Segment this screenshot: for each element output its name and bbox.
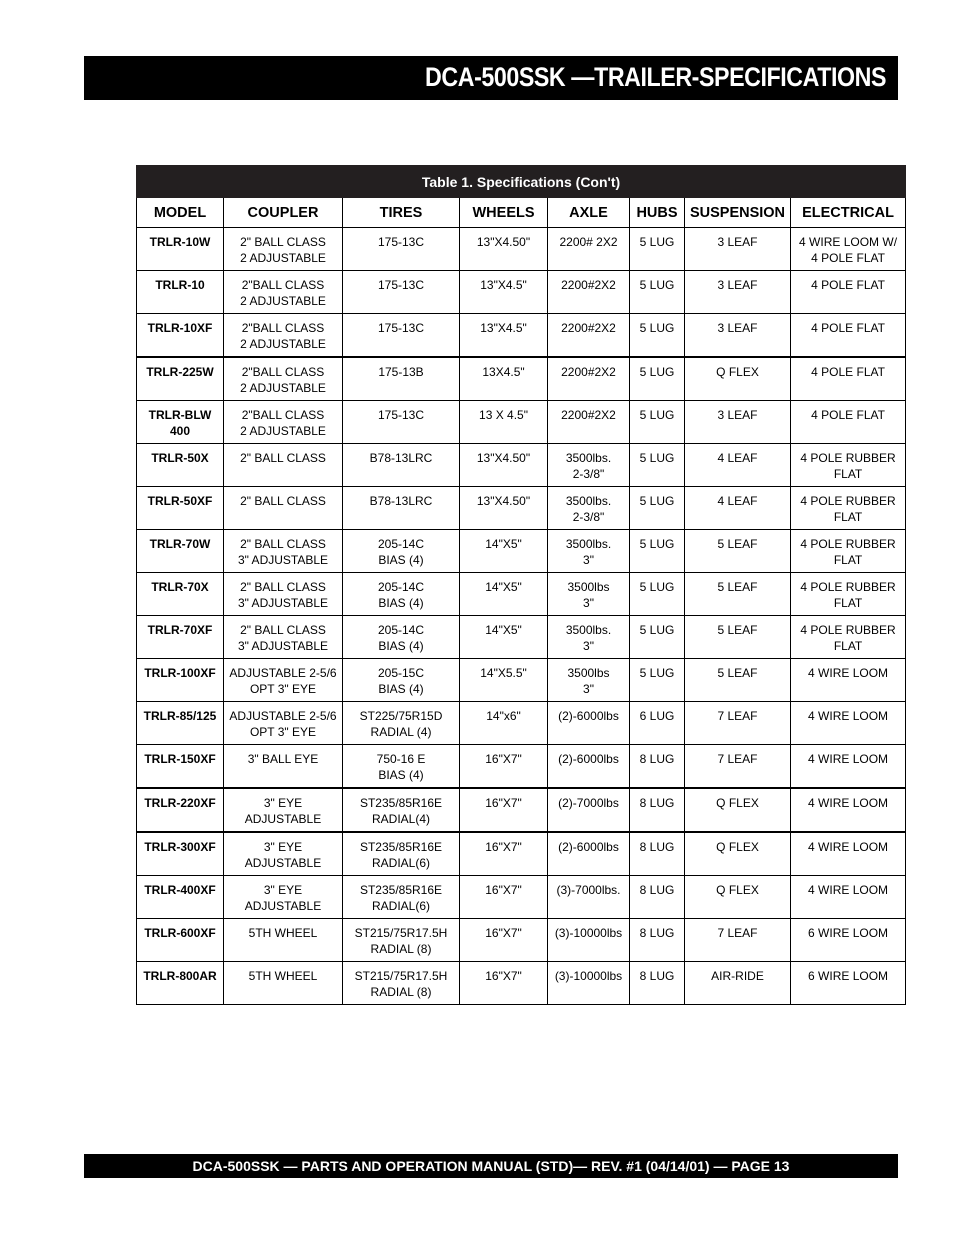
cell-electrical: 4 POLE FLAT	[791, 271, 906, 314]
cell-coupler: 2"BALL CLASS 2 ADJUSTABLE	[224, 401, 343, 444]
cell-axle: (3)-10000lbs	[548, 962, 630, 1005]
table-caption-row	[137, 166, 906, 198]
cell-wheels: 13X4.5"	[460, 357, 548, 401]
cell-tires: 205-15C BIAS (4)	[343, 659, 460, 702]
cell-wheels: 16"X7"	[460, 832, 548, 876]
cell-model: TRLR-85/125	[137, 702, 224, 745]
cell-axle: 3500lbs. 2-3/8"	[548, 444, 630, 487]
cell-coupler: 2" BALL CLASS 3" ADJUSTABLE	[224, 616, 343, 659]
cell-electrical: 4 POLE FLAT	[791, 401, 906, 444]
cell-coupler: 2"BALL CLASS 2 ADJUSTABLE	[224, 357, 343, 401]
cell-hubs: 5 LUG	[630, 530, 685, 573]
table-row	[137, 271, 906, 314]
table-row	[137, 788, 906, 832]
cell-hubs: 8 LUG	[630, 919, 685, 962]
cell-electrical: 4 POLE RUBBER FLAT	[791, 573, 906, 616]
table-row	[137, 745, 906, 789]
cell-tires: ST235/85R16E RADIAL(6)	[343, 876, 460, 919]
cell-tires: B78-13LRC	[343, 444, 460, 487]
cell-electrical: 4 POLE RUBBER FLAT	[791, 616, 906, 659]
cell-model: TRLR-70X	[137, 573, 224, 616]
table-row	[137, 444, 906, 487]
cell-tires: ST225/75R15D RADIAL (4)	[343, 702, 460, 745]
cell-hubs: 5 LUG	[630, 357, 685, 401]
cell-hubs: 5 LUG	[630, 659, 685, 702]
cell-electrical: 4 POLE RUBBER FLAT	[791, 487, 906, 530]
cell-axle: 3500lbs. 3"	[548, 616, 630, 659]
cell-tires: 175-13C	[343, 271, 460, 314]
cell-model: TRLR-300XF	[137, 832, 224, 876]
cell-axle: (2)-7000lbs	[548, 788, 630, 832]
table-row	[137, 616, 906, 659]
cell-coupler: 2"BALL CLASS 2 ADJUSTABLE	[224, 271, 343, 314]
cell-tires: 175-13C	[343, 314, 460, 358]
cell-wheels: 16"X7"	[460, 962, 548, 1005]
cell-wheels: 14"X5"	[460, 616, 548, 659]
column-header-hubs: HUBS	[630, 198, 685, 228]
cell-suspension: 3 LEAF	[685, 228, 791, 271]
cell-hubs: 5 LUG	[630, 616, 685, 659]
cell-tires: 205-14C BIAS (4)	[343, 573, 460, 616]
cell-axle: 3500lbs 3"	[548, 573, 630, 616]
cell-hubs: 5 LUG	[630, 487, 685, 530]
cell-coupler: 2" BALL CLASS 2 ADJUSTABLE	[224, 228, 343, 271]
cell-coupler: 2" BALL CLASS	[224, 444, 343, 487]
cell-wheels: 13"X4.50"	[460, 487, 548, 530]
cell-suspension: Q FLEX	[685, 788, 791, 832]
cell-model: TRLR-225W	[137, 357, 224, 401]
cell-suspension: Q FLEX	[685, 357, 791, 401]
cell-suspension: 5 LEAF	[685, 573, 791, 616]
cell-tires: 175-13C	[343, 401, 460, 444]
table-body	[137, 228, 906, 1005]
cell-tires: 750-16 E BIAS (4)	[343, 745, 460, 789]
cell-electrical: 4 WIRE LOOM	[791, 788, 906, 832]
table-row	[137, 487, 906, 530]
cell-electrical: 4 WIRE LOOM	[791, 702, 906, 745]
table-row	[137, 401, 906, 444]
cell-suspension: 7 LEAF	[685, 702, 791, 745]
cell-suspension: 3 LEAF	[685, 314, 791, 358]
cell-tires: ST215/75R17.5H RADIAL (8)	[343, 919, 460, 962]
cell-tires: B78-13LRC	[343, 487, 460, 530]
cell-coupler: ADJUSTABLE 2-5/6 OPT 3" EYE	[224, 659, 343, 702]
cell-model: TRLR-BLW 400	[137, 401, 224, 444]
cell-axle: 2200#2X2	[548, 271, 630, 314]
cell-wheels: 13 X 4.5"	[460, 401, 548, 444]
cell-model: TRLR-70W	[137, 530, 224, 573]
cell-coupler: 3" EYE ADJUSTABLE	[224, 832, 343, 876]
cell-coupler: 2" BALL CLASS	[224, 487, 343, 530]
cell-hubs: 8 LUG	[630, 876, 685, 919]
cell-electrical: 6 WIRE LOOM	[791, 962, 906, 1005]
cell-model: TRLR-600XF	[137, 919, 224, 962]
table-row	[137, 357, 906, 401]
page-footer-bar	[84, 1154, 898, 1178]
cell-hubs: 8 LUG	[630, 832, 685, 876]
cell-tires: 205-14C BIAS (4)	[343, 616, 460, 659]
cell-coupler: 2" BALL CLASS 3" ADJUSTABLE	[224, 530, 343, 573]
cell-coupler: 2"BALL CLASS 2 ADJUSTABLE	[224, 314, 343, 358]
cell-hubs: 5 LUG	[630, 271, 685, 314]
cell-coupler: 3" EYE ADJUSTABLE	[224, 788, 343, 832]
cell-model: TRLR-800AR	[137, 962, 224, 1005]
cell-coupler: 3" EYE ADJUSTABLE	[224, 876, 343, 919]
table-row	[137, 962, 906, 1005]
cell-hubs: 5 LUG	[630, 401, 685, 444]
cell-suspension: 4 LEAF	[685, 444, 791, 487]
cell-model: TRLR-220XF	[137, 788, 224, 832]
cell-hubs: 5 LUG	[630, 314, 685, 358]
cell-suspension: AIR-RIDE	[685, 962, 791, 1005]
cell-electrical: 4 WIRE LOOM	[791, 659, 906, 702]
cell-model: TRLR-50XF	[137, 487, 224, 530]
table-row	[137, 228, 906, 271]
cell-tires: 205-14C BIAS (4)	[343, 530, 460, 573]
table-row	[137, 832, 906, 876]
cell-wheels: 14"X5"	[460, 573, 548, 616]
cell-tires: ST235/85R16E RADIAL(4)	[343, 788, 460, 832]
column-header-electrical: ELECTRICAL	[791, 198, 906, 228]
cell-suspension: 5 LEAF	[685, 616, 791, 659]
table-row	[137, 702, 906, 745]
cell-wheels: 13"X4.5"	[460, 271, 548, 314]
cell-electrical: 4 POLE FLAT	[791, 314, 906, 358]
cell-axle: 2200#2X2	[548, 401, 630, 444]
cell-axle: (2)-6000lbs	[548, 832, 630, 876]
page-header-bar	[84, 56, 898, 100]
cell-electrical: 4 POLE RUBBER FLAT	[791, 444, 906, 487]
table-caption: Table 1. Specifications (Con't)	[137, 166, 906, 198]
cell-model: TRLR-150XF	[137, 745, 224, 789]
cell-wheels: 16"X7"	[460, 788, 548, 832]
table-row	[137, 530, 906, 573]
cell-suspension: Q FLEX	[685, 832, 791, 876]
cell-axle: (2)-6000lbs	[548, 745, 630, 789]
cell-axle: 3500lbs 3"	[548, 659, 630, 702]
column-header-coupler: COUPLER	[224, 198, 343, 228]
column-header-suspension: SUSPENSION	[685, 198, 791, 228]
page-title: DCA-500SSK —TRAILER-SPECIFICATIONS	[424, 62, 886, 92]
cell-wheels: 13"X4.50"	[460, 444, 548, 487]
cell-axle: (2)-6000lbs	[548, 702, 630, 745]
cell-coupler: 2" BALL CLASS 3" ADJUSTABLE	[224, 573, 343, 616]
cell-suspension: Q FLEX	[685, 876, 791, 919]
cell-suspension: 5 LEAF	[685, 659, 791, 702]
cell-suspension: 7 LEAF	[685, 919, 791, 962]
cell-tires: ST215/75R17.5H RADIAL (8)	[343, 962, 460, 1005]
cell-model: TRLR-10	[137, 271, 224, 314]
cell-hubs: 8 LUG	[630, 745, 685, 789]
cell-suspension: 7 LEAF	[685, 745, 791, 789]
cell-axle: (3)-7000lbs.	[548, 876, 630, 919]
cell-hubs: 5 LUG	[630, 228, 685, 271]
cell-wheels: 14"X5.5"	[460, 659, 548, 702]
table-row	[137, 876, 906, 919]
column-header-tires: TIRES	[343, 198, 460, 228]
cell-coupler: ADJUSTABLE 2-5/6 OPT 3" EYE	[224, 702, 343, 745]
cell-model: TRLR-100XF	[137, 659, 224, 702]
cell-coupler: 3" BALL EYE	[224, 745, 343, 789]
cell-wheels: 13"X4.50"	[460, 228, 548, 271]
cell-hubs: 6 LUG	[630, 702, 685, 745]
cell-tires: 175-13C	[343, 228, 460, 271]
cell-tires: ST235/85R16E RADIAL(6)	[343, 832, 460, 876]
cell-wheels: 16"X7"	[460, 876, 548, 919]
cell-wheels: 16"X7"	[460, 745, 548, 789]
cell-model: TRLR-10XF	[137, 314, 224, 358]
cell-wheels: 13"X4.5"	[460, 314, 548, 358]
table-header-row	[137, 198, 906, 228]
column-header-wheels: WHEELS	[460, 198, 548, 228]
cell-wheels: 14"X5"	[460, 530, 548, 573]
cell-electrical: 4 POLE FLAT	[791, 357, 906, 401]
cell-electrical: 4 WIRE LOOM	[791, 876, 906, 919]
column-header-axle: AXLE	[548, 198, 630, 228]
cell-electrical: 4 POLE RUBBER FLAT	[791, 530, 906, 573]
table-row	[137, 659, 906, 702]
column-header-model: MODEL	[137, 198, 224, 228]
cell-tires: 175-13B	[343, 357, 460, 401]
cell-electrical: 4 WIRE LOOM	[791, 745, 906, 789]
cell-model: TRLR-10W	[137, 228, 224, 271]
cell-suspension: 3 LEAF	[685, 401, 791, 444]
cell-electrical: 4 WIRE LOOM	[791, 832, 906, 876]
cell-suspension: 3 LEAF	[685, 271, 791, 314]
cell-electrical: 4 WIRE LOOM W/ 4 POLE FLAT	[791, 228, 906, 271]
cell-hubs: 8 LUG	[630, 788, 685, 832]
cell-hubs: 5 LUG	[630, 573, 685, 616]
cell-axle: 3500lbs. 2-3/8"	[548, 487, 630, 530]
cell-model: TRLR-400XF	[137, 876, 224, 919]
cell-coupler: 5TH WHEEL	[224, 962, 343, 1005]
cell-suspension: 5 LEAF	[685, 530, 791, 573]
cell-axle: 2200#2X2	[548, 357, 630, 401]
table-row	[137, 919, 906, 962]
cell-model: TRLR-70XF	[137, 616, 224, 659]
cell-axle: (3)-10000lbs	[548, 919, 630, 962]
cell-electrical: 6 WIRE LOOM	[791, 919, 906, 962]
cell-wheels: 16"X7"	[460, 919, 548, 962]
table-row	[137, 573, 906, 616]
specifications-table	[136, 165, 906, 1005]
cell-axle: 2200#2X2	[548, 314, 630, 358]
cell-hubs: 5 LUG	[630, 444, 685, 487]
table-row	[137, 314, 906, 358]
cell-axle: 3500lbs. 3"	[548, 530, 630, 573]
cell-wheels: 14"x6"	[460, 702, 548, 745]
cell-model: TRLR-50X	[137, 444, 224, 487]
cell-suspension: 4 LEAF	[685, 487, 791, 530]
cell-axle: 2200# 2X2	[548, 228, 630, 271]
cell-coupler: 5TH WHEEL	[224, 919, 343, 962]
cell-hubs: 8 LUG	[630, 962, 685, 1005]
footer-text: DCA-500SSK — PARTS AND OPERATION MANUAL (STD)— REV. #1 (04/14/01) — PAGE 13	[192, 1158, 790, 1174]
